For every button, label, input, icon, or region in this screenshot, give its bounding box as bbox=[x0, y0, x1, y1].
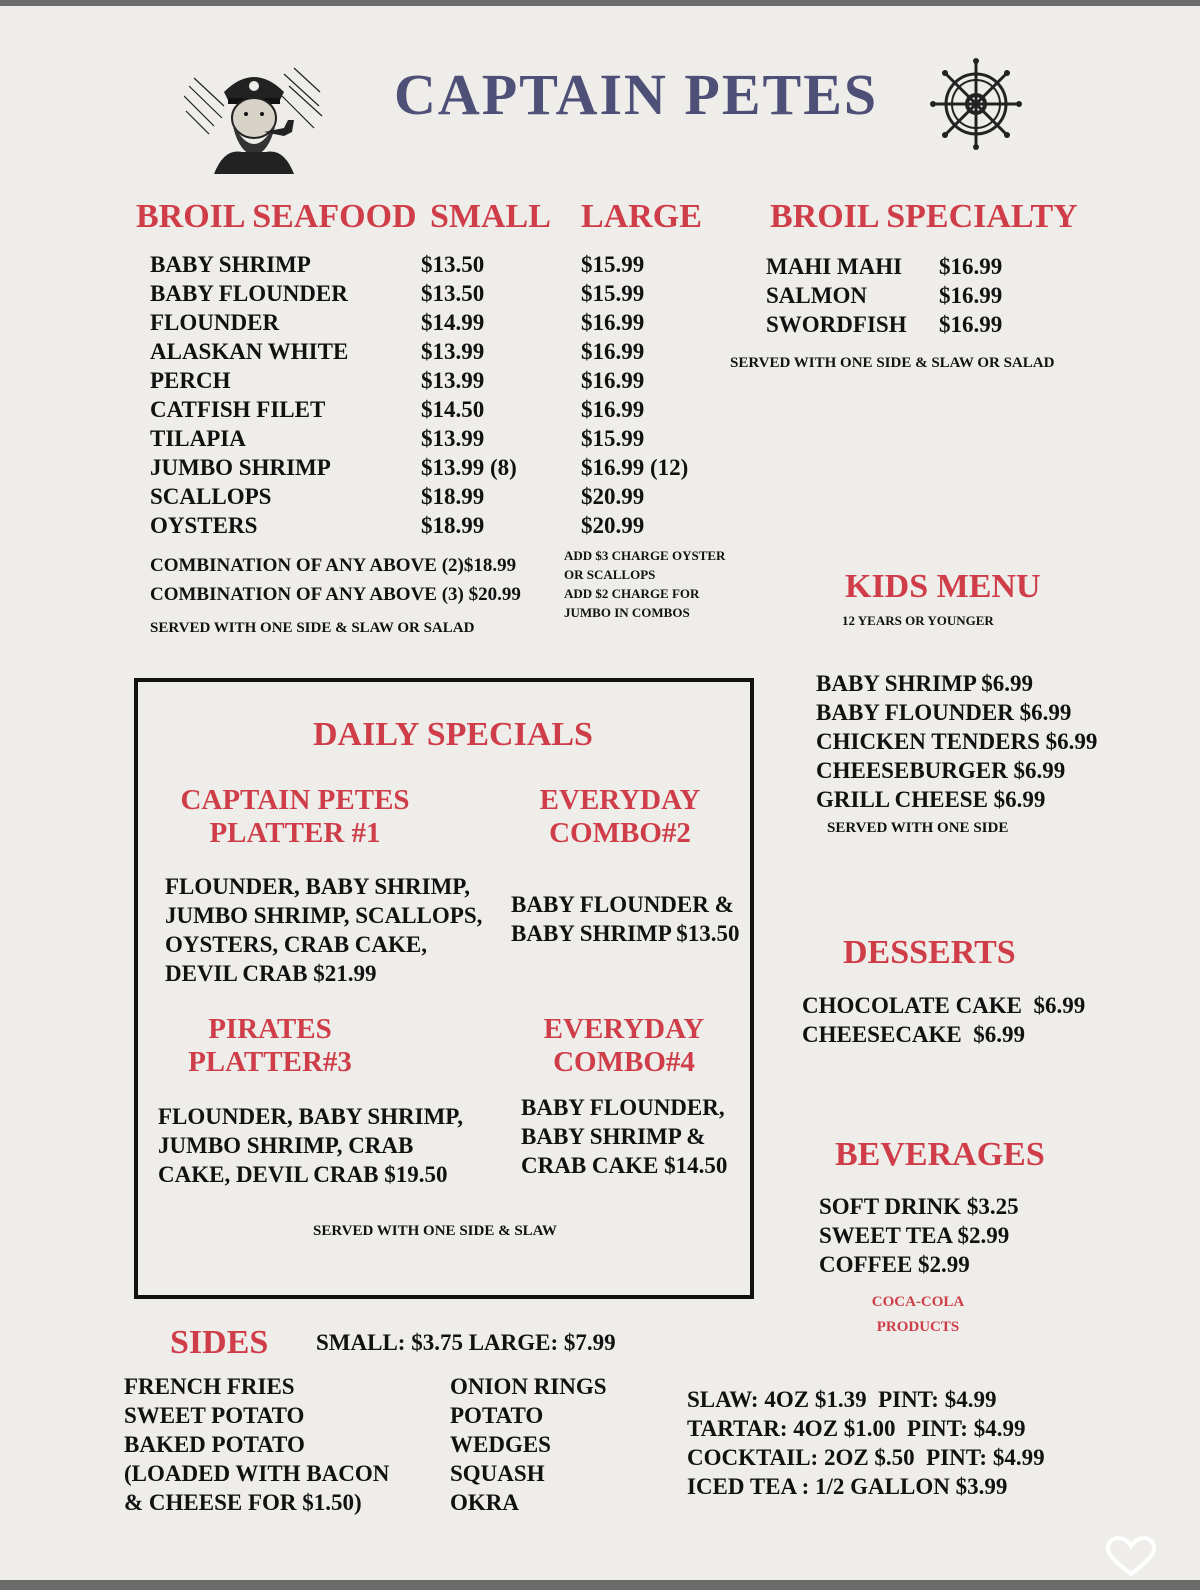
desc-line: BABY SHRIMP $13.50 bbox=[511, 921, 740, 946]
platter-3-title bbox=[160, 1013, 380, 1079]
note-line: JUMBO IN COMBOS bbox=[564, 605, 690, 620]
combo-4-title bbox=[524, 1013, 724, 1079]
list-item: FLOUNDER bbox=[150, 310, 280, 335]
sides-list-col-1 bbox=[124, 1372, 389, 1517]
list-item: BABY SHRIMP bbox=[150, 252, 311, 277]
list-item: SWORDFISH bbox=[766, 312, 907, 337]
specialty-price: $16.99 bbox=[939, 254, 1003, 279]
list-item: WEDGES bbox=[450, 1432, 551, 1457]
desc-line: BABY FLOUNDER & bbox=[511, 892, 734, 917]
sides-header: SIDES bbox=[170, 1324, 269, 1361]
daily-specials-box bbox=[134, 678, 754, 1299]
title-line: COMBO#2 bbox=[549, 817, 691, 849]
daily-specials-served-note: SERVED WITH ONE SIDE & SLAW bbox=[313, 1223, 557, 1239]
sides-list-col-2 bbox=[450, 1372, 607, 1517]
note-line: ADD $2 CHARGE FOR bbox=[564, 586, 700, 601]
platter-1-title bbox=[170, 784, 420, 850]
specialty-price: $16.99 bbox=[939, 283, 1003, 308]
list-item: CATFISH FILET bbox=[150, 397, 326, 422]
small-price: $18.99 bbox=[421, 484, 485, 509]
list-item: GRILL CHEESE $6.99 bbox=[816, 787, 1046, 812]
restaurant-title: CAPTAIN PETES bbox=[394, 62, 879, 127]
desc-line: CRAB CAKE $14.50 bbox=[521, 1153, 728, 1178]
note-line: ADD $3 CHARGE OYSTER bbox=[564, 548, 726, 563]
desserts-header: DESSERTS bbox=[843, 934, 1016, 971]
desc-line: OYSTERS, CRAB CAKE, bbox=[165, 932, 427, 957]
large-price: $16.99 bbox=[581, 310, 645, 335]
list-item: SWEET TEA $2.99 bbox=[819, 1223, 1010, 1248]
sea-captain-portrait-icon bbox=[184, 56, 324, 174]
large-price: $16.99 bbox=[581, 339, 645, 364]
large-price: $16.99 bbox=[581, 397, 645, 422]
large-price: $20.99 bbox=[581, 513, 645, 538]
menu-page bbox=[0, 6, 1200, 1580]
list-item: BABY FLOUNDER $6.99 bbox=[816, 700, 1072, 725]
small-price: $13.50 bbox=[421, 281, 485, 306]
list-item: SQUASH bbox=[450, 1461, 545, 1486]
combo-surcharge-note bbox=[564, 546, 725, 622]
list-item: CHEESEBURGER $6.99 bbox=[816, 758, 1066, 783]
title-line: EVERYDAY bbox=[539, 784, 701, 816]
list-item: TILAPIA bbox=[150, 426, 246, 451]
list-item: BABY FLOUNDER bbox=[150, 281, 348, 306]
desc-line: BABY FLOUNDER, bbox=[521, 1095, 725, 1120]
specialty-price: $16.99 bbox=[939, 312, 1003, 337]
large-price: $16.99 (12) bbox=[581, 455, 689, 480]
list-item: BABY SHRIMP $6.99 bbox=[816, 671, 1034, 696]
heart-icon[interactable] bbox=[1102, 1536, 1160, 1576]
combination-3: COMBINATION OF ANY ABOVE (3) $20.99 bbox=[150, 584, 521, 605]
small-price: $13.99 bbox=[421, 426, 485, 451]
kids-menu-header: KIDS MENU bbox=[845, 568, 1041, 605]
broil-seafood-names bbox=[150, 250, 348, 540]
list-item: OYSTERS bbox=[150, 513, 258, 538]
list-item: SCALLOPS bbox=[150, 484, 272, 509]
title-line: PLATTER#3 bbox=[188, 1046, 352, 1078]
sides-prices: SMALL: $3.75 LARGE: $7.99 bbox=[316, 1330, 616, 1355]
list-item: CHICKEN TENDERS $6.99 bbox=[816, 729, 1098, 754]
platter-3-description bbox=[158, 1102, 463, 1189]
list-item: ONION RINGS bbox=[450, 1374, 607, 1399]
desc-line: FLOUNDER, BABY SHRIMP, bbox=[165, 874, 470, 899]
broil-seafood-header: BROIL SEAFOOD bbox=[136, 198, 417, 235]
kids-served-note: SERVED WITH ONE SIDE bbox=[827, 820, 1009, 836]
list-item: COCKTAIL: 2OZ $.50 PINT: $4.99 bbox=[687, 1445, 1045, 1470]
desc-line: DEVIL CRAB $21.99 bbox=[165, 961, 377, 986]
ship-wheel-icon bbox=[930, 58, 1022, 150]
list-item: SWEET POTATO bbox=[124, 1403, 305, 1428]
large-price: $15.99 bbox=[581, 281, 645, 306]
list-item: SOFT DRINK $3.25 bbox=[819, 1194, 1019, 1219]
note-line: COCA-COLA bbox=[871, 1294, 965, 1310]
list-item: (LOADED WITH BACON bbox=[124, 1461, 390, 1486]
desc-line: JUMBO SHRIMP, SCALLOPS, bbox=[165, 903, 483, 928]
beverages-list bbox=[819, 1192, 1019, 1279]
broil-seafood-large-prices bbox=[581, 250, 688, 540]
list-item: OKRA bbox=[450, 1490, 519, 1515]
small-price: $13.99 bbox=[421, 368, 485, 393]
daily-specials-header: DAILY SPECIALS bbox=[313, 716, 593, 753]
title-line: EVERYDAY bbox=[543, 1013, 705, 1045]
broil-specialty-names bbox=[766, 252, 907, 339]
coca-cola-note bbox=[858, 1290, 978, 1340]
desc-line: FLOUNDER, BABY SHRIMP, bbox=[158, 1104, 463, 1129]
kids-age-note: 12 YEARS OR YOUNGER bbox=[842, 613, 994, 628]
list-item: ALASKAN WHITE bbox=[150, 339, 349, 364]
title-line: PIRATES bbox=[208, 1013, 332, 1045]
combo-4-description bbox=[521, 1093, 727, 1180]
small-price: $13.50 bbox=[421, 252, 485, 277]
title-line: CAPTAIN PETES bbox=[180, 784, 410, 816]
note-line: OR SCALLOPS bbox=[564, 567, 656, 582]
list-item: COFFEE $2.99 bbox=[819, 1252, 970, 1277]
extras-list bbox=[687, 1385, 1045, 1501]
note-line: PRODUCTS bbox=[876, 1319, 960, 1335]
list-item: BAKED POTATO bbox=[124, 1432, 305, 1457]
desc-line: BABY SHRIMP & bbox=[521, 1124, 706, 1149]
combo-2-title bbox=[520, 784, 720, 850]
large-price: $20.99 bbox=[581, 484, 645, 509]
desserts-list bbox=[802, 991, 1085, 1049]
desc-line: JUMBO SHRIMP, CRAB bbox=[158, 1133, 414, 1158]
small-price: $13.99 bbox=[421, 339, 485, 364]
title-line: COMBO#4 bbox=[553, 1046, 695, 1078]
list-item: SALMON bbox=[766, 283, 867, 308]
list-item: & CHEESE FOR $1.50) bbox=[124, 1490, 362, 1515]
large-price: $15.99 bbox=[581, 426, 645, 451]
list-item: JUMBO SHRIMP bbox=[150, 455, 331, 480]
broil-specialty-prices bbox=[939, 252, 1002, 339]
broil-seafood-small-prices bbox=[421, 250, 517, 540]
large-price: $15.99 bbox=[581, 252, 645, 277]
platter-1-description bbox=[165, 872, 482, 988]
small-price: $14.50 bbox=[421, 397, 485, 422]
list-item: MAHI MAHI bbox=[766, 254, 903, 279]
list-item: POTATO bbox=[450, 1403, 544, 1428]
broil-specialty-header: BROIL SPECIALTY bbox=[770, 198, 1078, 235]
list-item: SLAW: 4OZ $1.39 PINT: $4.99 bbox=[687, 1387, 997, 1412]
list-item: PERCH bbox=[150, 368, 231, 393]
small-price: $18.99 bbox=[421, 513, 485, 538]
large-column-header: LARGE bbox=[581, 198, 702, 235]
broil-specialty-served-note: SERVED WITH ONE SIDE & SLAW OR SALAD bbox=[730, 355, 1055, 371]
title-line: PLATTER #1 bbox=[209, 817, 381, 849]
combo-2-description bbox=[511, 890, 740, 948]
list-item: ICED TEA : 1/2 GALLON $3.99 bbox=[687, 1474, 1008, 1499]
broil-seafood-served-note: SERVED WITH ONE SIDE & SLAW OR SALAD bbox=[150, 620, 475, 636]
small-price: $14.99 bbox=[421, 310, 485, 335]
combination-2: COMBINATION OF ANY ABOVE (2)$18.99 bbox=[150, 555, 517, 576]
small-price: $13.99 (8) bbox=[421, 455, 517, 480]
large-price: $16.99 bbox=[581, 368, 645, 393]
list-item: CHOCOLATE CAKE $6.99 bbox=[802, 993, 1086, 1018]
kids-menu-list bbox=[816, 669, 1097, 814]
beverages-header: BEVERAGES bbox=[835, 1136, 1045, 1173]
list-item: FRENCH FRIES bbox=[124, 1374, 295, 1399]
small-column-header: SMALL bbox=[430, 198, 551, 235]
list-item: CHEESECAKE $6.99 bbox=[802, 1022, 1026, 1047]
desc-line: CAKE, DEVIL CRAB $19.50 bbox=[158, 1162, 448, 1187]
list-item: TARTAR: 4OZ $1.00 PINT: $4.99 bbox=[687, 1416, 1026, 1441]
